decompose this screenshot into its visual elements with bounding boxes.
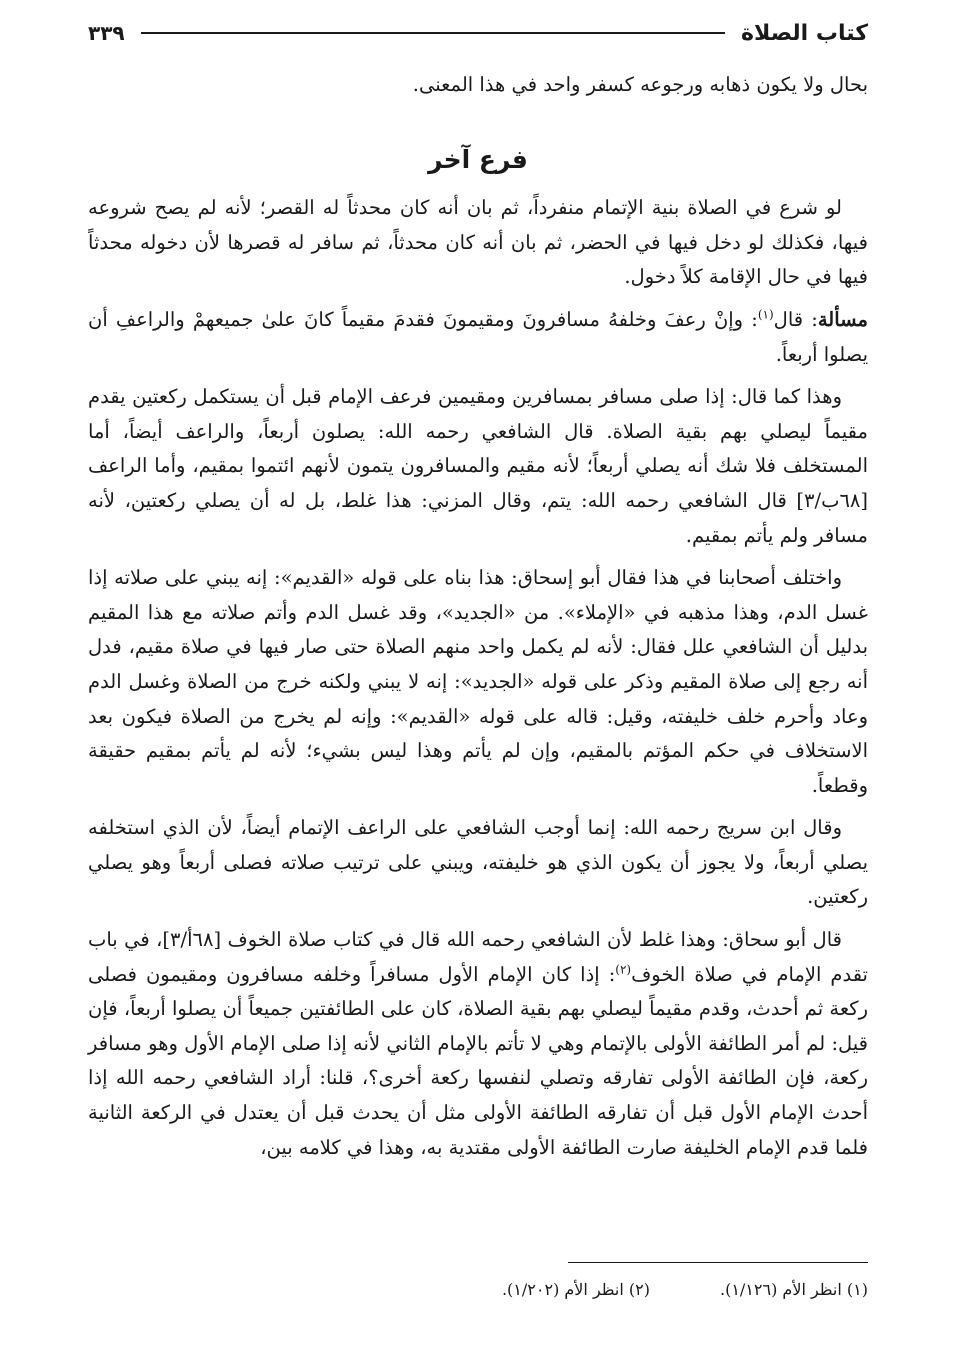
running-head [88,16,868,50]
footnote-ref-2[interactable]: (٢) [615,962,632,977]
issue-text: : وإنْ رعفَ وخلفهُ مسافرونَ ومقيمونَ فقدمَ مقيماً كانَ علىٰ جميعهمْ والراعفِ أن يصلوا أربعاً. [88,307,868,366]
paragraph-5-part-b: : إذا كان الإمام الأول مسافراً وخلفه مسافرون ومقيمون فصلى ركعة ثم أحدث، وقدم مقيماً ليصلي بهم بقية الصلاة، كان على الطائفتين جميعاً أن يصلوا أربعاً، فإن قيل: لم أمر الطائفة الأولى بالإتمام وهي لا تأتم بالإمام الثاني لأنه إذا صلى الإمام الأول وهو مسافر ركعة، فإن الطائفة الأولى تفارقه وتصلي لنفسها ركعة أخرى؟، قلنا: أراد الشافعي رحمه الله إذا أحدث الإمام الأول قبل أن تفارقه الطائفة الأولى مثل أن يحدث قبل أن يعتدل في الركعة الثانية فلما قدم الإمام الخليفة صارت الطائفة الأولى مقتدية به، وهذا في كلامه بين، [88,962,868,1159]
book-page [88,16,868,1352]
section-heading: فرع آخر [428,144,528,174]
paragraph-4: وقال ابن سريج رحمه الله: إنما أوجب الشافعي على الراعف الإتمام أيضاً، لأن الذي استخلفه يصلي أربعاً، ولا يجوز أن يكون الذي هو خليفته، ويبني على ترتيب صلاته فصلى أربعاً وهو يصلي ركعتين. [88,816,868,909]
footnote-1: (١) انظر الأم (١/١٢٦). [719,1280,868,1299]
carryover-line: بحال ولا يكون ذهابه ورجوعه كسفر واحد في هذا المعنى. [412,73,868,96]
paragraph-5-part-a: قال أبو سحاق: وهذا غلط لأن الشافعي رحمه الله قال في كتاب صلاة الخوف [٦٨أ/٣]، في باب تقدم الإمام في صلاة الخوف [88,928,868,986]
running-title: كتاب الصلاة [741,20,868,46]
body-text [88,68,868,1165]
footnotes [88,1278,868,1302]
issue-intro: : قال [773,307,818,331]
paragraph-1: لو شرع في الصلاة بنية الإتمام منفرداً، ثم بان أنه كان محدثاً له القصر؛ لأنه لم يصح شروعه فيها، فكذلك لو دخل فيها في الحضر، ثم بان أنه كان محدثاً، ثم سافر له قصرها لأن دخوله محدثاً فيها في حال الإقامة كلاً دخول. [88,196,868,289]
issue-paragraph [88,303,868,372]
head-rule [141,32,725,34]
paragraph-2: وهذا كما قال: إذا صلى مسافر بمسافرين ومقيمين فرعف الإمام قبل أن يستكمل ركعتين يقدم مقيماً ليصلي بهم بقية الصلاة. قال الشافعي رحمه الله: يصلون أربعاً، والراعف أيضاً، أما المستخلف فلا شك أنه يصلي أربعاً؛ لأنه مقيم والمسافرون يتمون لأنهم ائتموا بمقيم، وأما الراعف [٦٨ب/٣] قال الشافعي رحمه الله: يتم، وقال المزني: هذا غلط، بل له أن يصلي ركعتين، لأنه مسافر ولم يأتم بمقيم. [88,385,868,547]
footnote-ref-1[interactable]: (١) [757,307,774,322]
footnote-2: (٢) انظر الأم (١/٢٠٢). [501,1280,650,1299]
paragraph-3: واختلف أصحابنا في هذا فقال أبو إسحاق: هذا بناه على قوله «القديم»: إنه يبني على صلاته إذا غسل الدم، وهذا مذهبه في «الإملاء». من «الجديد»، وقد غسل الدم وأتم صلاته مع هذا المقيم بدليل أن الشافعي علل فقال: لأنه لم يكمل واحد منهم الصلاة حتى صار فيها في صلاة مقيم، فدل أنه رجع إلى صلاة المقيم وذكر على قوله «الجديد»: إنه لا يبني ولكنه خرج من الصلاة وغسل الدم وعاد وأحرم خلف خليفته، وقيل: قاله على قوله «القديم»: وإنه لم يخرج من الصلاة فيكون بعد الاستخلاف في حكم المؤتم بالمقيم، وإن لم يأتم وهذا ليس بشيء؛ لأنه لم يأتم بمقيم حقيقة وقطعاً. [88,566,868,797]
paragraph-5 [88,923,868,1165]
page-number: ٣٣٩ [88,21,125,45]
issue-label: مسألة [817,307,868,331]
footnote-rule [568,1262,868,1263]
